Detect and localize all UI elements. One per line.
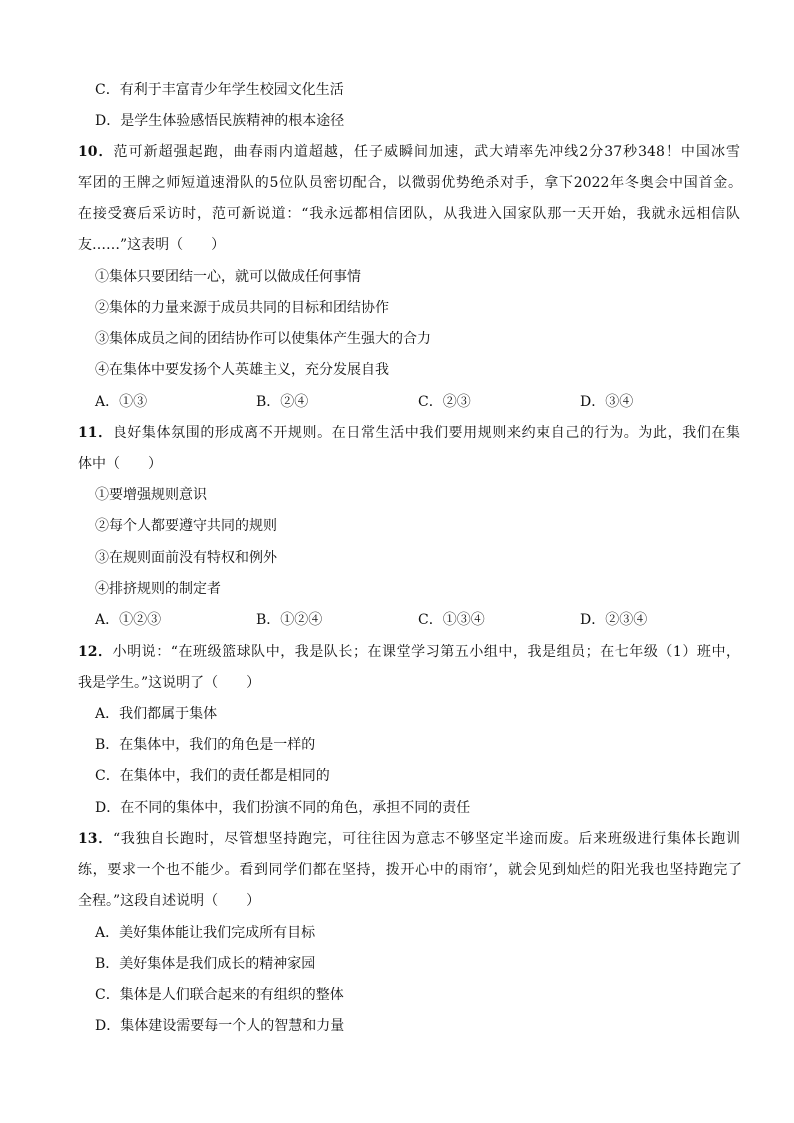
q13-number: 13．: [78, 831, 113, 847]
q12-stem-line1: 12．小明说：“在班级篮球队中，我是队长；在课堂学习第五小组中，我是组员；在七年级（1）班中，: [78, 644, 741, 660]
q9-option-c: C．有利于丰富青少年学生校园文化生活: [95, 82, 344, 98]
q13-stem-line1: 13．“我独自长跑时，尽管想坚持跑完，可往往因为意志不够坚定半途而废。后来班级进行集体长跑训: [78, 831, 740, 847]
q11-option-a: A．①②③: [95, 612, 162, 628]
q11-item-2: ②每个人都要遵守共同的规则: [95, 518, 277, 534]
q10-stem-line3: 在接受赛后采访时，范可新说道：“我永远都相信团队，从我进入国家队那一天开始，我就永远相信队: [78, 206, 740, 222]
q11-stem-line2: 体中（ ）: [78, 456, 162, 472]
q10-item-1: ①集体只要团结一心，就可以做成任何事情: [95, 269, 361, 285]
q13-option-b: B．美好集体是我们成长的精神家园: [95, 956, 316, 972]
q13-option-a: A．美好集体能让我们完成所有目标: [95, 925, 316, 941]
q10-item-2: ②集体的力量来源于成员共同的目标和团结协作: [95, 300, 389, 316]
q10-option-d: D．③④: [580, 394, 634, 410]
q9-option-d: D．是学生体验感悟民族精神的根本途径: [95, 113, 345, 129]
q11-option-c: C．①③④: [418, 612, 485, 628]
q12-option-c: C．在集体中，我们的责任都是相同的: [95, 768, 330, 784]
q11-stem-line1: 11．良好集体氛围的形成离不开规则。在日常生活中我们要用规则来约束自己的行为。为此，我们在集: [78, 425, 741, 441]
q13-stem-line3: 全程。”这段自述说明（ ）: [78, 893, 261, 909]
q11-item-3: ③在规则面前没有特权和例外: [95, 550, 277, 566]
q12-stem-line2: 我是学生。”这说明了（ ）: [78, 675, 261, 691]
q12-number: 12．: [78, 644, 113, 660]
q12-option-a: A．我们都属于集体: [95, 706, 218, 722]
q10-option-c: C．②③: [418, 394, 471, 410]
q10-item-4: ④在集体中要发扬个人英雄主义，充分发展自我: [95, 362, 389, 378]
q13-stem-line2: 练，要求一个也不能少。看到同学们都在坚持，拨开心中的雨帘’，就会见到灿烂的阳光我也坚持跑完了: [78, 862, 742, 878]
q10-option-b: B．②④: [256, 394, 309, 410]
q12-option-d: D．在不同的集体中，我们扮演不同的角色，承担不同的责任: [95, 800, 471, 816]
q11-number: 11．: [78, 425, 113, 441]
q10-stem-line4: 友……”这表明（ ）: [78, 237, 226, 253]
q13-option-d: D．集体建设需要每一个人的智慧和力量: [95, 1018, 345, 1034]
q11-item-1: ①要增强规则意识: [95, 487, 207, 503]
q10-number: 10．: [78, 144, 114, 160]
q11-option-d: D．②③④: [580, 612, 648, 628]
q10-option-a: A．①③: [95, 394, 148, 410]
q10-stem-line2: 军团的王牌之师短道速滑队的5位队员密切配合，以微弱优势绝杀对手，拿下2022年冬奥会中国首金。: [78, 175, 742, 191]
q13-option-c: C．集体是人们联合起来的有组织的整体: [95, 987, 344, 1003]
q11-item-4: ④排挤规则的制定者: [95, 581, 221, 597]
q10-stem-line1: 10．范可新超强起跑，曲春雨内道超越，任子威瞬间加速，武大靖率先冲线2分37秒348！中国冰雪: [78, 144, 740, 160]
q12-option-b: B．在集体中，我们的角色是一样的: [95, 737, 316, 753]
q11-option-b: B．①②④: [256, 612, 323, 628]
q10-item-3: ③集体成员之间的团结协作可以使集体产生强大的合力: [95, 331, 431, 347]
